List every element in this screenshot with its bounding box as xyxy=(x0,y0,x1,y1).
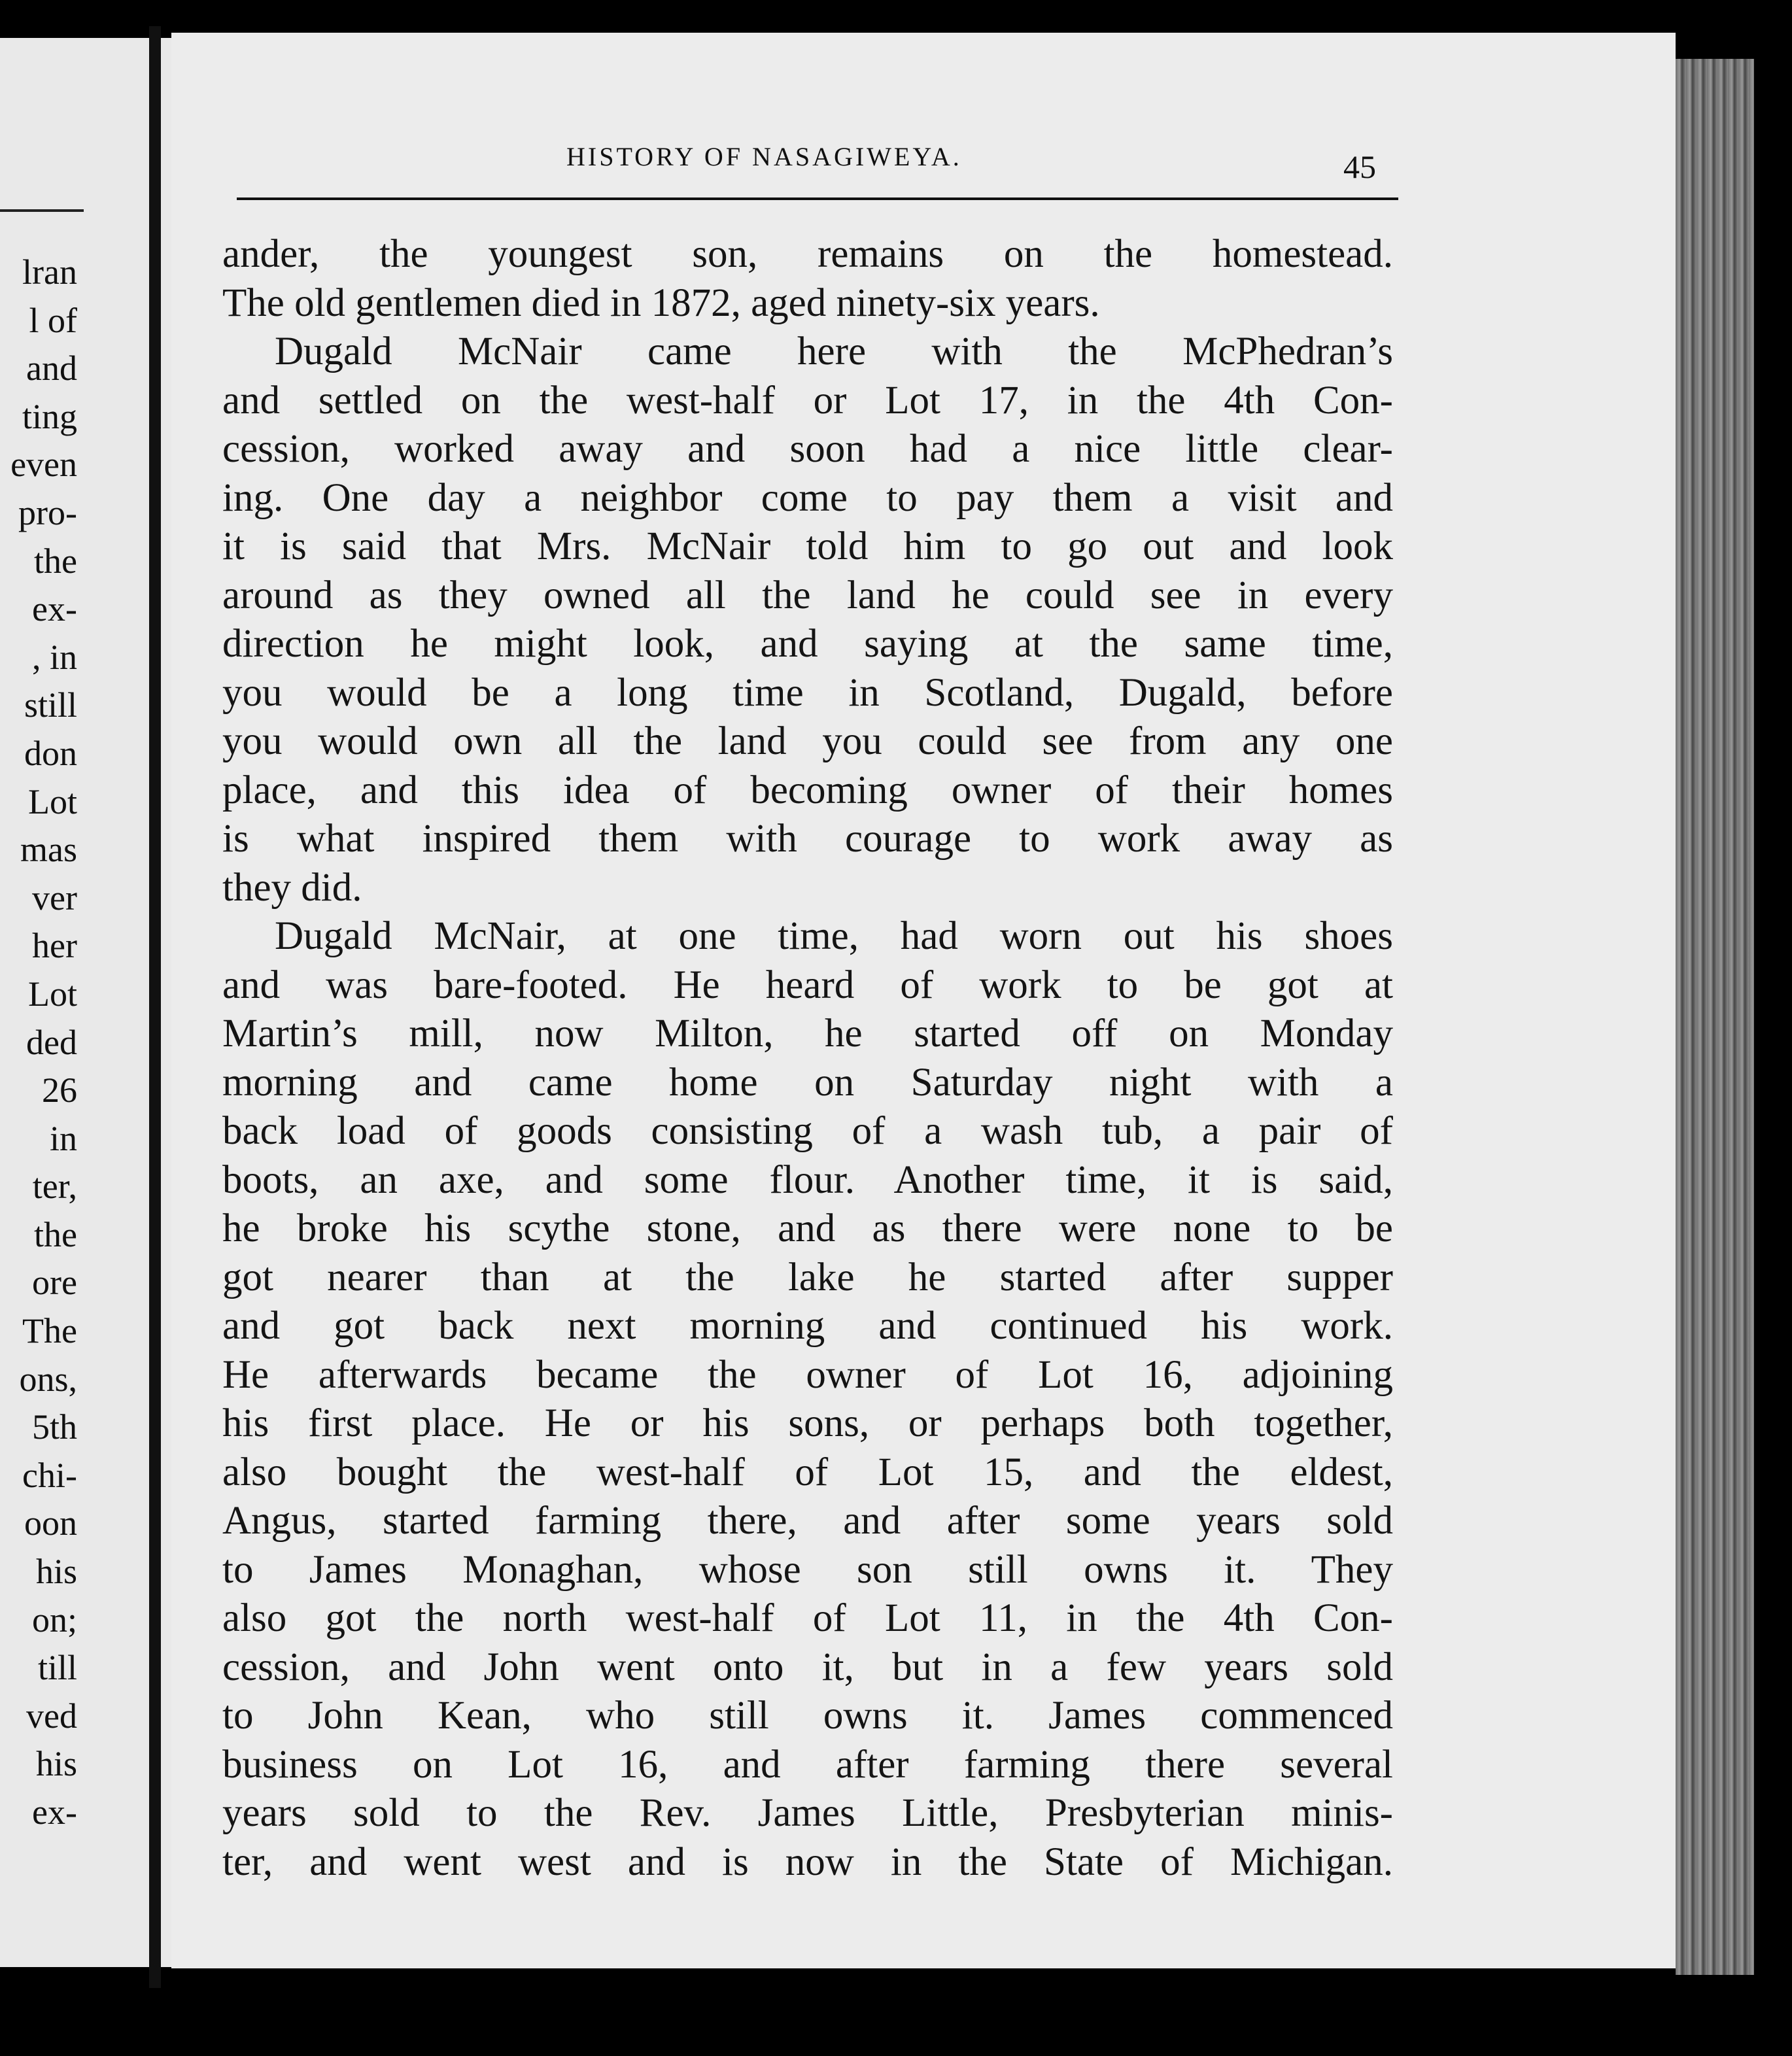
previous-page-line: 26 xyxy=(42,1071,77,1110)
previous-page-line: on; xyxy=(31,1600,77,1639)
text-line: Angus, started farming there, and after some years sold xyxy=(222,1499,1393,1543)
text-line: they did. xyxy=(222,865,362,910)
previous-page-line: Lot xyxy=(28,974,77,1014)
text-line: you would be a long time in Scotland, Dugald, before xyxy=(222,670,1393,715)
previous-page-line: , in xyxy=(31,637,77,677)
text-line: got nearer than at the lake he started after supper xyxy=(222,1255,1393,1299)
text-line: business on Lot 16, and after farming there several xyxy=(222,1742,1393,1787)
text-line: also bought the west-half of Lot 15, and the eldest, xyxy=(222,1450,1393,1494)
text-line: also got the north west-half of Lot 11, in the 4th Con- xyxy=(222,1596,1393,1640)
previous-page-line: The xyxy=(22,1311,77,1351)
book-gutter xyxy=(149,26,161,1988)
text-line: place, and this idea of becoming owner of their homes xyxy=(222,768,1393,812)
text-line: The old gentlemen died in 1872, aged ninety-six years. xyxy=(222,281,1100,325)
previous-page-line: mas xyxy=(20,830,77,870)
text-line: cession, and John went onto it, but in a few years sold xyxy=(222,1645,1393,1689)
previous-page-line: ter, xyxy=(32,1167,77,1207)
body-text xyxy=(222,230,1393,1887)
text-line: He afterwards became the owner of Lot 16, adjoining xyxy=(222,1352,1393,1397)
text-line: cession, worked away and soon had a nice little clear- xyxy=(222,427,1393,471)
previous-page-line: oon xyxy=(24,1503,77,1543)
previous-page-line: don xyxy=(24,733,77,773)
text-line: and got back next morning and continued his work. xyxy=(222,1304,1393,1348)
text-line: ing. One day a neighbor come to pay them a visit and xyxy=(222,475,1393,520)
previous-page-line: ver xyxy=(32,878,77,917)
text-line: back load of goods consisting of a wash tub, a pair of xyxy=(222,1109,1393,1153)
page-number: 45 xyxy=(1343,148,1376,185)
previous-page-line: ting xyxy=(22,396,77,436)
previous-page-line: the xyxy=(34,1214,77,1254)
text-line: to James Monaghan, whose son still owns it. They xyxy=(222,1547,1393,1592)
text-line: you would own all the land you could see from any one xyxy=(222,719,1393,763)
previous-page-line: the xyxy=(34,541,77,581)
text-line: and settled on the west-half or Lot 17, in the 4th Con- xyxy=(222,378,1393,422)
previous-page-line-endings xyxy=(0,248,77,1837)
text-line: around as they owned all the land he could see in every xyxy=(222,573,1393,617)
text-line: and was bare-footed. He heard of work to be got at xyxy=(222,963,1393,1007)
text-line: Dugald McNair, at one time, had worn out his shoes xyxy=(275,914,1393,958)
previous-page-line: lran xyxy=(22,252,77,292)
previous-page-line: Lot xyxy=(28,781,77,821)
text-line: direction he might look, and saying at the same time, xyxy=(222,622,1393,666)
previous-page-line: l of xyxy=(29,300,77,340)
previous-page-line: ex- xyxy=(32,1792,77,1832)
previous-page-header-rule xyxy=(0,209,84,212)
text-line: he broke his scythe stone, and as there were none to be xyxy=(222,1207,1393,1250)
previous-page-line: 5th xyxy=(31,1407,77,1447)
previous-page-line: still xyxy=(24,685,77,725)
previous-page-line: ded xyxy=(26,1022,77,1062)
previous-page-line: in xyxy=(49,1118,77,1158)
previous-page-line: and xyxy=(26,349,77,388)
text-line: years sold to the Rev. James Little, Presbyterian minis- xyxy=(222,1791,1393,1835)
previous-page-line: till xyxy=(37,1648,77,1688)
text-line: ter, and went west and is now in the State of Michigan. xyxy=(222,1840,1393,1884)
header-rule xyxy=(237,197,1398,200)
text-line: his first place. He or his sons, or perhaps both together, xyxy=(222,1401,1393,1445)
text-line: ander, the youngest son, remains on the homestead. xyxy=(222,232,1393,276)
text-line: it is said that Mrs. McNair told him to go out and look xyxy=(222,524,1393,568)
page-edges xyxy=(1676,59,1754,1975)
text-line: to John Kean, who still owns it. James commenced xyxy=(222,1694,1393,1738)
text-line: boots, an axe, and some flour. Another time, it is said, xyxy=(222,1157,1393,1202)
previous-page-line: even xyxy=(10,445,77,485)
previous-page-line: chi- xyxy=(22,1455,77,1495)
previous-page-line: pro- xyxy=(18,492,77,532)
previous-page-line: her xyxy=(32,926,77,966)
previous-page-line: ore xyxy=(32,1263,77,1303)
text-line: Dugald McNair came here with the McPhedran’s xyxy=(275,330,1393,373)
text-line: Martin’s mill, now Milton, he started off on Monday xyxy=(222,1012,1393,1055)
previous-page-line: ved xyxy=(26,1696,77,1736)
text-line: morning and came home on Saturday night with a xyxy=(222,1060,1393,1105)
previous-page-line: ons, xyxy=(19,1359,77,1399)
previous-page-line: his xyxy=(35,1552,77,1592)
previous-page-line: ex- xyxy=(32,589,77,629)
running-title: HISTORY OF NASAGIWEYA. xyxy=(566,142,962,171)
text-line: is what inspired them with courage to work away as xyxy=(222,817,1393,861)
previous-page-line: his xyxy=(35,1744,77,1784)
